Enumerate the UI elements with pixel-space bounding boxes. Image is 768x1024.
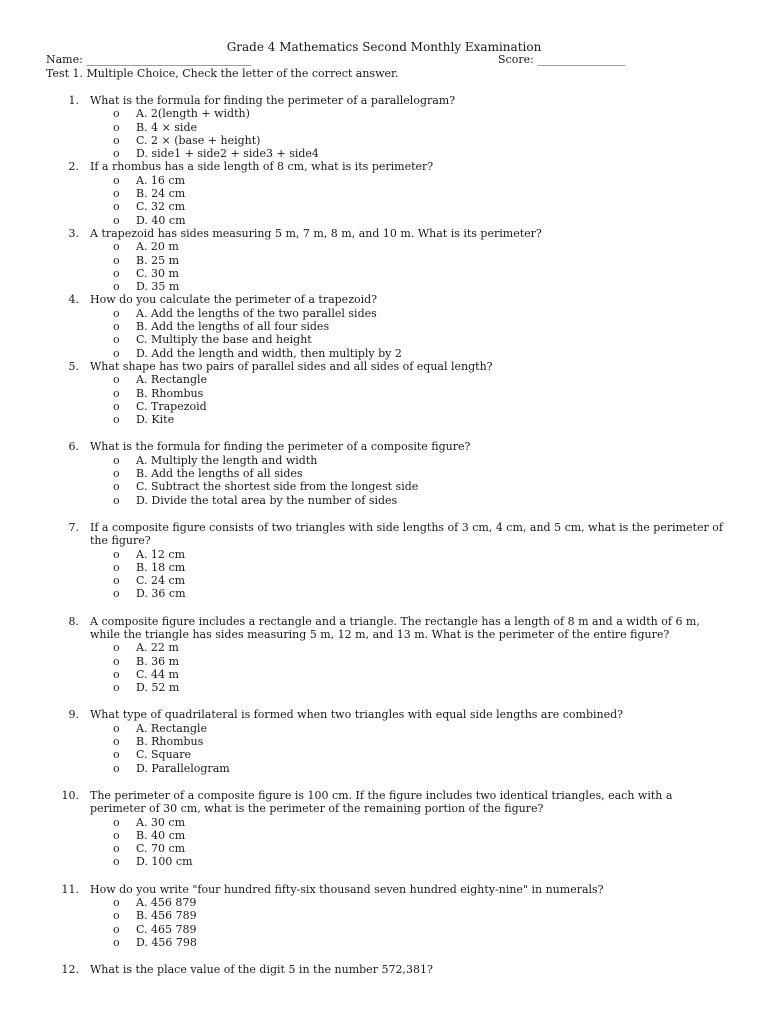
question-text: If a composite figure consists of two triangles with side lengths of 3 cm, 4 cm, and 5 cm, what is the perimeter of the figure?	[90, 520, 723, 548]
checkbox-bullet-icon[interactable]: o	[113, 333, 120, 347]
question-number: 12.	[61, 963, 79, 977]
answer-option[interactable]	[0, 413, 768, 426]
checkbox-bullet-icon[interactable]: o	[113, 493, 120, 507]
answer-option[interactable]	[0, 200, 768, 213]
answer-option-label: B. 24 cm	[136, 187, 186, 201]
checkbox-bullet-icon[interactable]: o	[113, 147, 120, 161]
answer-option[interactable]	[0, 936, 768, 949]
checkbox-bullet-icon[interactable]: o	[113, 187, 120, 201]
question-list	[0, 94, 768, 977]
answer-option[interactable]	[0, 748, 768, 761]
checkbox-bullet-icon[interactable]: o	[113, 399, 120, 413]
answer-option-label: C. 70 cm	[136, 842, 186, 856]
checkbox-bullet-icon[interactable]: o	[113, 280, 120, 294]
checkbox-bullet-icon[interactable]: o	[113, 641, 120, 655]
answer-option[interactable]	[0, 561, 768, 574]
checkbox-bullet-icon[interactable]: o	[113, 107, 120, 121]
checkbox-bullet-icon[interactable]: o	[113, 173, 120, 187]
answer-option-label: B. Rhombus	[136, 735, 204, 749]
answer-option-label: C. Subtract the shortest side from the longest side	[136, 480, 419, 494]
question-text: If a rhombus has a side length of 8 cm, what is its perimeter?	[90, 160, 434, 174]
answer-option[interactable]	[0, 347, 768, 360]
test-instructions: Test 1. Multiple Choice, Check the letter of the correct answer.	[46, 67, 399, 80]
answer-options	[0, 454, 768, 507]
question-text: What is the formula for finding the perimeter of a composite figure?	[90, 440, 471, 454]
answer-option-label: C. 44 m	[136, 667, 179, 681]
question-item	[0, 227, 768, 293]
checkbox-bullet-icon[interactable]: o	[113, 200, 120, 214]
question-number: 1.	[68, 94, 79, 107]
answer-option-label: B. Add the lengths of all four sides	[136, 320, 330, 334]
answer-option-label: D. 52 m	[136, 681, 180, 695]
checkbox-bullet-icon[interactable]: o	[113, 815, 120, 829]
question-item	[0, 360, 768, 426]
answer-option[interactable]	[0, 147, 768, 160]
checkbox-bullet-icon[interactable]: o	[113, 922, 120, 936]
question-item	[0, 708, 768, 774]
question-text: What shape has two pairs of parallel sides and all sides of equal length?	[90, 359, 493, 373]
answer-option[interactable]	[0, 280, 768, 293]
answer-option[interactable]	[0, 896, 768, 909]
answer-option[interactable]	[0, 333, 768, 346]
checkbox-bullet-icon[interactable]: o	[113, 386, 120, 400]
answer-option-label: C. Square	[136, 748, 192, 762]
answer-options	[0, 240, 768, 293]
question-number: 3.	[68, 226, 79, 240]
checkbox-bullet-icon[interactable]: o	[113, 735, 120, 749]
answer-option[interactable]	[0, 574, 768, 587]
answer-option[interactable]	[0, 373, 768, 386]
answer-option-label: B. 456 789	[136, 909, 197, 923]
answer-option-label: D. 40 cm	[136, 213, 186, 227]
answer-option[interactable]	[0, 641, 768, 654]
question-text: How do you calculate the perimeter of a trapezoid?	[90, 293, 378, 307]
answer-option-label: A. 2(length + width)	[136, 107, 250, 121]
question-text: What is the formula for finding the perimeter of a parallelogram?	[90, 94, 456, 107]
question-number: 4.	[68, 293, 79, 307]
answer-option[interactable]	[0, 668, 768, 681]
answer-option-label: C. 465 789	[136, 922, 197, 936]
answer-option[interactable]	[0, 121, 768, 134]
answer-option-label: A. 30 cm	[136, 815, 186, 829]
checkbox-bullet-icon[interactable]: o	[113, 253, 120, 267]
answer-option[interactable]	[0, 494, 768, 507]
checkbox-bullet-icon[interactable]: o	[113, 547, 120, 561]
question-item	[0, 883, 768, 949]
checkbox-bullet-icon[interactable]: o	[113, 467, 120, 481]
answer-option-label: C. Multiply the base and height	[136, 333, 312, 347]
answer-option[interactable]	[0, 587, 768, 600]
answer-option[interactable]	[0, 467, 768, 480]
answer-options	[0, 107, 768, 160]
checkbox-bullet-icon[interactable]: o	[113, 681, 120, 695]
question-item	[0, 440, 768, 506]
answer-option[interactable]	[0, 762, 768, 775]
question-number: 6.	[68, 440, 79, 454]
answer-option[interactable]	[0, 655, 768, 668]
checkbox-bullet-icon[interactable]: o	[113, 587, 120, 601]
checkbox-bullet-icon[interactable]: o	[113, 654, 120, 668]
checkbox-bullet-icon[interactable]: o	[113, 855, 120, 869]
question-number: 2.	[68, 160, 79, 174]
checkbox-bullet-icon[interactable]: o	[113, 574, 120, 588]
answer-option-label: C. 32 cm	[136, 200, 186, 214]
answer-option-label: D. 35 m	[136, 280, 180, 294]
checkbox-bullet-icon[interactable]: o	[113, 453, 120, 467]
checkbox-bullet-icon[interactable]: o	[113, 266, 120, 280]
answer-option[interactable]	[0, 267, 768, 280]
answer-option[interactable]	[0, 320, 768, 333]
checkbox-bullet-icon[interactable]: o	[113, 120, 120, 134]
question-item	[0, 615, 768, 695]
answer-option-label: A. 12 cm	[136, 547, 186, 561]
answer-option[interactable]	[0, 548, 768, 561]
answer-option[interactable]	[0, 681, 768, 694]
answer-options	[0, 816, 768, 869]
question-item	[0, 963, 768, 976]
checkbox-bullet-icon[interactable]: o	[113, 909, 120, 923]
answer-option[interactable]	[0, 387, 768, 400]
question-item	[0, 521, 768, 601]
answer-option-label: A. Add the lengths of the two parallel sides	[136, 306, 377, 320]
answer-option-label: A. 456 879	[136, 896, 197, 910]
answer-option[interactable]	[0, 923, 768, 936]
question-number: 8.	[68, 614, 79, 628]
answer-options	[0, 373, 768, 426]
checkbox-bullet-icon[interactable]: o	[113, 828, 120, 842]
answer-option[interactable]	[0, 187, 768, 200]
checkbox-bullet-icon[interactable]: o	[113, 560, 120, 574]
answer-option-label: A. Rectangle	[136, 373, 208, 387]
answer-option[interactable]	[0, 909, 768, 922]
answer-option-label: B. Add the lengths of all sides	[136, 467, 303, 481]
answer-option[interactable]	[0, 480, 768, 493]
checkbox-bullet-icon[interactable]: o	[113, 935, 120, 949]
answer-option-label: D. Divide the total area by the number of sides	[136, 493, 398, 507]
question-text: How do you write "four hundred fifty-six thousand seven hundred eighty-nine" in numerals?	[90, 882, 604, 896]
question-text: A composite figure includes a rectangle and a triangle. The rectangle has a length of 8 m and a width of 6 m, while the triangle has sides measuring 5 m, 12 m, and 13 m. What is the perimeter of the entire figure?	[90, 614, 700, 641]
question-item	[0, 789, 768, 869]
answer-options	[0, 722, 768, 775]
answer-option-label: C. 2 × (base + height)	[136, 133, 261, 147]
checkbox-bullet-icon[interactable]: o	[113, 413, 120, 427]
answer-option-label: C. 24 cm	[136, 574, 186, 588]
answer-option-label: D. Add the length and width, then multiply by 2	[136, 346, 402, 360]
answer-option-label: A. 22 m	[136, 641, 179, 655]
checkbox-bullet-icon[interactable]: o	[113, 306, 120, 320]
answer-options	[0, 641, 768, 694]
answer-options	[0, 896, 768, 949]
checkbox-bullet-icon[interactable]: o	[113, 213, 120, 227]
answer-option[interactable]	[0, 214, 768, 227]
question-number: 5.	[68, 359, 79, 373]
answer-option[interactable]	[0, 307, 768, 320]
question-number: 11.	[61, 882, 79, 896]
answer-option[interactable]	[0, 855, 768, 868]
checkbox-bullet-icon[interactable]: o	[113, 721, 120, 735]
answer-options	[0, 548, 768, 601]
answer-option-label: D. 100 cm	[136, 855, 193, 869]
checkbox-bullet-icon[interactable]: o	[113, 373, 120, 387]
checkbox-bullet-icon[interactable]: o	[113, 480, 120, 494]
page-title: Grade 4 Mathematics Second Monthly Examination	[226, 40, 542, 54]
answer-option-label: A. Multiply the length and width	[136, 453, 318, 467]
answer-option[interactable]	[0, 735, 768, 748]
checkbox-bullet-icon[interactable]: o	[113, 667, 120, 681]
answer-option[interactable]	[0, 174, 768, 187]
checkbox-bullet-icon[interactable]: o	[113, 346, 120, 360]
answer-option-label: A. 20 m	[136, 240, 179, 254]
score-field-label: Score: ________________	[498, 53, 626, 66]
answer-option-label: D. Kite	[136, 413, 175, 427]
question-number: 9.	[68, 708, 79, 722]
checkbox-bullet-icon[interactable]: o	[113, 240, 120, 254]
answer-option-label: B. 4 × side	[136, 120, 197, 134]
answer-option-label: B. 40 cm	[136, 828, 186, 842]
answer-option[interactable]	[0, 829, 768, 842]
answer-option-label: C. Trapezoid	[136, 399, 207, 413]
question-text: The perimeter of a composite figure is 100 cm. If the figure includes two identical triangles, each with a perimeter of 30 cm, what is the perimeter of the remaining portion of the figure?	[90, 788, 673, 816]
question-number: 7.	[68, 520, 79, 534]
answer-option[interactable]	[0, 400, 768, 413]
answer-option-label: B. 25 m	[136, 253, 180, 267]
answer-option-label: D. 456 798	[136, 935, 197, 949]
question-number: 10.	[61, 788, 79, 802]
answer-option[interactable]	[0, 454, 768, 467]
answer-option[interactable]	[0, 240, 768, 253]
question-text: What type of quadrilateral is formed when two triangles with equal side lengths are combined?	[90, 708, 624, 722]
question-text: What is the place value of the digit 5 in the number 572,381?	[90, 963, 433, 977]
checkbox-bullet-icon[interactable]: o	[113, 761, 120, 775]
answer-option-label: D. 36 cm	[136, 587, 186, 601]
answer-option[interactable]	[0, 816, 768, 829]
answer-option[interactable]	[0, 134, 768, 147]
answer-option-label: B. Rhombus	[136, 386, 204, 400]
answer-option[interactable]	[0, 107, 768, 120]
answer-option-label: B. 36 m	[136, 654, 180, 668]
answer-option-label: C. 30 m	[136, 266, 179, 280]
question-item	[0, 293, 768, 359]
name-field-label: Name: ______________________________	[46, 53, 252, 66]
checkbox-bullet-icon[interactable]: o	[113, 748, 120, 762]
answer-option[interactable]	[0, 842, 768, 855]
answer-option[interactable]	[0, 254, 768, 267]
question-text: A trapezoid has sides measuring 5 m, 7 m, 8 m, and 10 m. What is its perimeter?	[90, 226, 542, 240]
checkbox-bullet-icon[interactable]: o	[113, 320, 120, 334]
question-item	[0, 94, 768, 160]
answer-option-label: B. 18 cm	[136, 560, 186, 574]
answer-options	[0, 174, 768, 227]
answer-option[interactable]	[0, 722, 768, 735]
answer-option-label: D. side1 + side2 + side3 + side4	[136, 147, 319, 161]
name-score-row	[46, 53, 646, 67]
answer-option-label: D. Parallelogram	[136, 761, 230, 775]
answer-option-label: A. 16 cm	[136, 173, 186, 187]
question-item	[0, 160, 768, 226]
checkbox-bullet-icon[interactable]: o	[113, 842, 120, 856]
answer-options	[0, 307, 768, 360]
checkbox-bullet-icon[interactable]: o	[113, 133, 120, 147]
checkbox-bullet-icon[interactable]: o	[113, 896, 120, 910]
answer-option-label: A. Rectangle	[136, 721, 208, 735]
